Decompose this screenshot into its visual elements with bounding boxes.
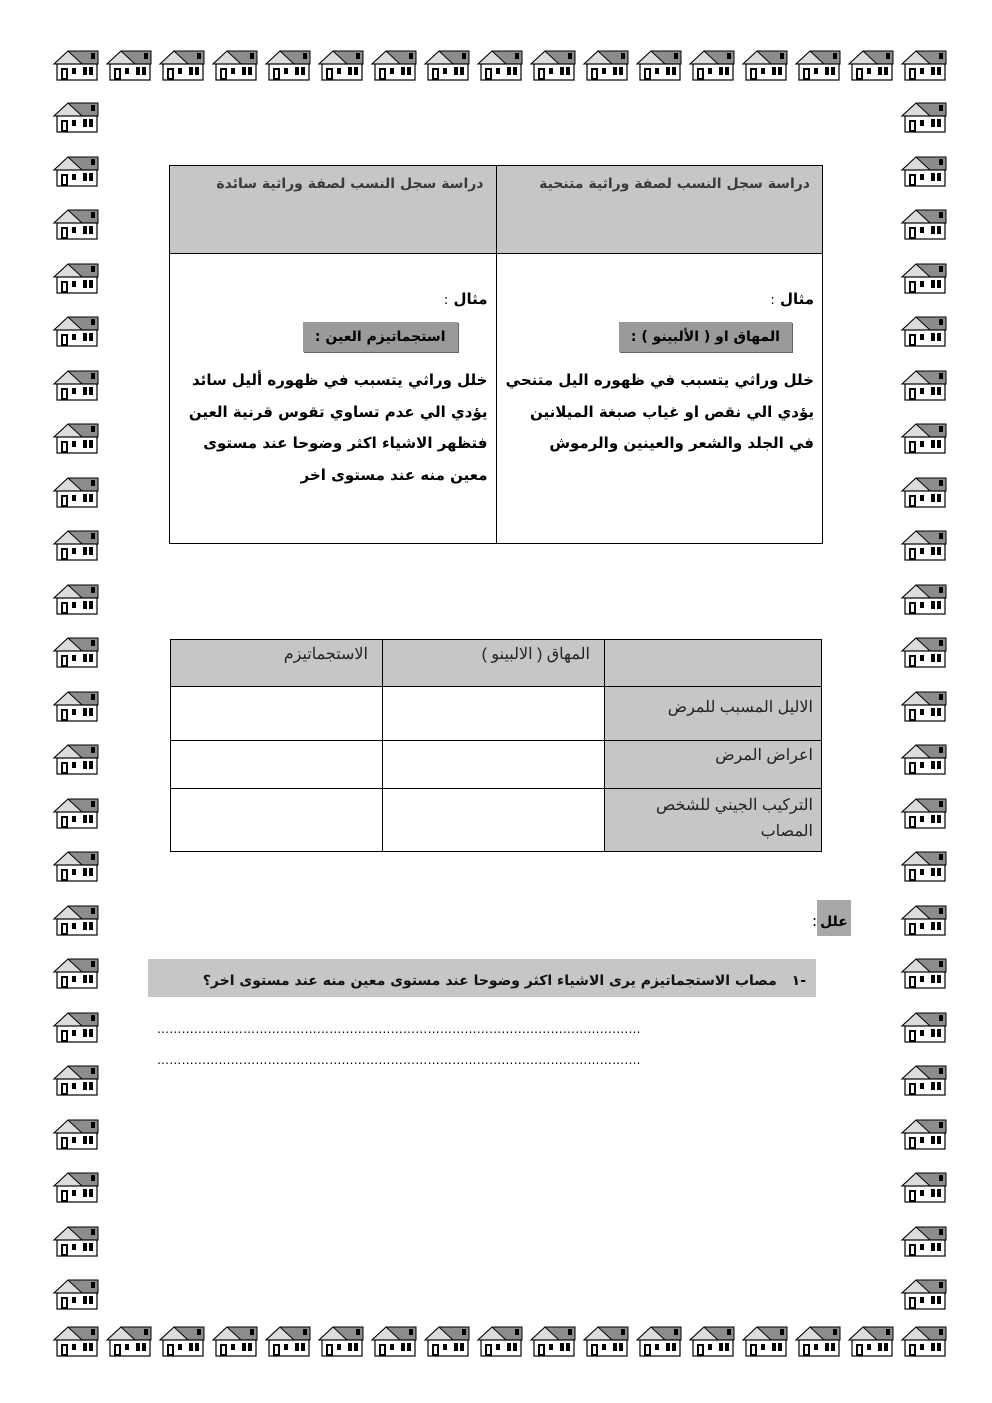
row-label-genotype: التركيب الجيني للشخص المصاب (605, 789, 822, 852)
traits-table (170, 639, 822, 852)
example-label: مثال : (770, 290, 814, 308)
house-icon (263, 48, 313, 82)
house-icon (51, 100, 101, 134)
house-icon (846, 48, 896, 82)
house-icon (422, 1324, 472, 1358)
house-icon (51, 742, 101, 776)
question-text: مصاب الاستجماتيزم يرى الاشياء اكثر وضوحا عند مستوى معين منه عند مستوى اخر؟ (202, 973, 777, 989)
house-icon (51, 849, 101, 883)
house-icon (899, 956, 949, 990)
table-cell[interactable] (171, 741, 383, 789)
house-icon (899, 314, 949, 348)
question-number: -١ (791, 973, 806, 989)
house-icon (51, 1170, 101, 1204)
house-icon (51, 261, 101, 295)
house-icon (51, 956, 101, 990)
albinism-description: خلل وراثي يتسبب في ظهوره اليل متنحي يؤدي الي نقص او غياب صبغة الميلانين في الجلد والشعر والعينين والرموش (505, 371, 814, 452)
house-icon (899, 528, 949, 562)
house-icon (687, 48, 737, 82)
house-icon (528, 1324, 578, 1358)
answer-line-1[interactable]: ………………………………………………………………………………………………….…… (157, 1022, 641, 1036)
explain-colon: : (812, 912, 818, 930)
house-icon (899, 582, 949, 616)
dominant-example-cell (170, 254, 497, 544)
house-icon (899, 261, 949, 295)
house-icon (793, 48, 843, 82)
comparison-table (169, 165, 823, 544)
table-cell[interactable] (383, 789, 605, 852)
astigmatism-description: خلل وراثي يتسبب في ظهوره أليل سائد يؤدي الي عدم تساوي تقوس قرنية العين فتظهر الاشياء اكثر وضوحا عند مستوى معين منه عند مستوى اخر (188, 371, 488, 484)
row-label-symptoms: اعراض المرض (605, 741, 822, 789)
question-1 (148, 959, 816, 997)
traits-header-empty (605, 640, 822, 687)
house-icon (899, 1170, 949, 1204)
house-icon (369, 48, 419, 82)
table-cell[interactable] (171, 789, 383, 852)
house-icon (51, 1277, 101, 1311)
house-icon (899, 368, 949, 402)
house-icon (899, 207, 949, 241)
astigmatism-name: استجماتيزم العين : (303, 322, 458, 352)
house-icon (316, 48, 366, 82)
table-cell[interactable] (383, 687, 605, 741)
house-icon (51, 475, 101, 509)
house-icon (316, 1324, 366, 1358)
house-icon (899, 475, 949, 509)
house-icon (634, 1324, 684, 1358)
table-cell[interactable] (171, 687, 383, 741)
house-icon (51, 903, 101, 937)
house-icon (899, 1063, 949, 1097)
house-icon (263, 1324, 313, 1358)
house-icon (899, 48, 949, 82)
house-icon (210, 48, 260, 82)
house-icon (51, 421, 101, 455)
house-icon (899, 1010, 949, 1044)
house-icon (51, 48, 101, 82)
house-icon (899, 154, 949, 188)
house-icon (687, 1324, 737, 1358)
house-icon (899, 849, 949, 883)
house-icon (210, 1324, 260, 1358)
house-icon (899, 1224, 949, 1258)
explain-heading (812, 900, 851, 936)
house-icon (740, 1324, 790, 1358)
dominant-header: دراسة سجل النسب لصفة وراثية سائدة (170, 166, 497, 254)
house-icon (104, 48, 154, 82)
house-icon (51, 1117, 101, 1151)
house-icon (51, 154, 101, 188)
answer-line-2[interactable]: …………………………………………………………………………………………………….… (157, 1053, 641, 1067)
house-icon (51, 314, 101, 348)
house-icon (899, 742, 949, 776)
row-label-allele: الاليل المسبب للمرض (605, 687, 822, 741)
house-icon (51, 1224, 101, 1258)
recessive-header: دراسة سجل النسب لصفة وراثية متنحية (496, 166, 823, 254)
house-icon (51, 1063, 101, 1097)
house-icon (899, 689, 949, 723)
border-bottom (51, 1324, 952, 1358)
border-left (51, 100, 101, 1331)
house-icon (422, 48, 472, 82)
explain-label: علل (817, 900, 851, 936)
house-icon (157, 1324, 207, 1358)
traits-header-astigmatism: الاستجماتيزم (171, 640, 383, 687)
house-icon (581, 48, 631, 82)
recessive-example-cell (496, 254, 823, 544)
house-icon (634, 48, 684, 82)
table-cell[interactable] (383, 741, 605, 789)
border-right (899, 100, 949, 1331)
traits-header-albinism: المهاق ( الالبينو ) (383, 640, 605, 687)
house-icon (51, 582, 101, 616)
house-icon (528, 48, 578, 82)
house-icon (899, 903, 949, 937)
albinism-name: المهاق او ( الألبينو ) : (619, 322, 792, 352)
house-icon (51, 796, 101, 830)
house-icon (899, 1277, 949, 1311)
house-icon (51, 207, 101, 241)
house-icon (899, 1117, 949, 1151)
house-icon (899, 635, 949, 669)
house-icon (157, 48, 207, 82)
house-icon (475, 48, 525, 82)
house-icon (899, 100, 949, 134)
house-icon (51, 1010, 101, 1044)
house-icon (51, 635, 101, 669)
house-icon (581, 1324, 631, 1358)
house-icon (104, 1324, 154, 1358)
house-icon (369, 1324, 419, 1358)
border-top (51, 48, 952, 82)
house-icon (51, 689, 101, 723)
house-icon (793, 1324, 843, 1358)
house-icon (846, 1324, 896, 1358)
house-icon (899, 421, 949, 455)
house-icon (51, 368, 101, 402)
house-icon (51, 528, 101, 562)
house-icon (475, 1324, 525, 1358)
house-icon (740, 48, 790, 82)
example-label: مثال : (443, 290, 488, 308)
house-icon (899, 796, 949, 830)
